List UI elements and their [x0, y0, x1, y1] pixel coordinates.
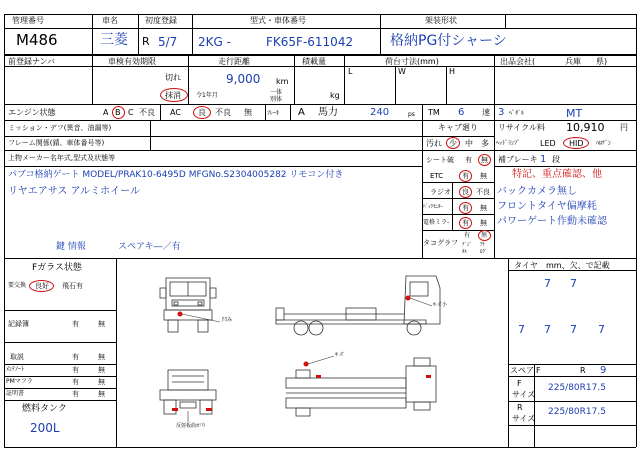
radio-bad: 不良	[476, 188, 490, 196]
kire-label: 切れ	[165, 73, 181, 82]
ac-good: 良	[198, 108, 206, 117]
special-note: パワーゲート作動未確認	[497, 216, 607, 227]
dirt-few: 少	[449, 139, 457, 148]
seat-nil: 無	[481, 156, 488, 164]
glass-label: Fガラス状態	[32, 263, 82, 273]
header-car-name: 車名	[102, 16, 118, 25]
glass-chip: 飛石有	[62, 282, 83, 290]
grid-line	[494, 120, 495, 258]
grid-line	[446, 66, 447, 104]
seat-nil-circle	[478, 154, 491, 166]
grid-line	[508, 364, 636, 365]
grid-line	[4, 54, 636, 56]
grid-line	[4, 364, 116, 365]
hp-label: 馬力	[318, 107, 338, 118]
grid-line	[4, 166, 422, 167]
grid-line	[4, 310, 116, 311]
mileage-value: 9,000	[226, 72, 261, 86]
grid-line	[452, 182, 453, 230]
recycle-label: リサイクル料	[498, 123, 545, 132]
grid-line	[494, 56, 495, 104]
manual-label: 取説	[10, 353, 24, 361]
record-nil: 無	[98, 320, 105, 328]
fuel-value: 200L	[30, 421, 60, 435]
betai-label: 別体	[270, 96, 283, 103]
grid-line	[138, 14, 139, 54]
dirt-many: 多	[481, 139, 489, 148]
ac-good-circle	[193, 106, 211, 119]
aux-brake-value: 1	[540, 154, 547, 165]
grid-line	[344, 56, 345, 104]
grid-line	[4, 120, 636, 121]
radio-good: 良	[462, 188, 469, 196]
maint-nil: 無	[98, 366, 105, 374]
glass-replace: 要交換	[8, 282, 27, 289]
manual-nil: 無	[98, 353, 105, 361]
tacho-log: ﾛｸﾞ	[480, 249, 488, 255]
tacho-has: 有	[464, 232, 471, 239]
rear-tire-size: 225/80R17.5	[548, 407, 606, 417]
cert-label: 証明書	[6, 390, 25, 397]
grid-line	[508, 401, 636, 402]
tire-title: タイヤ	[514, 261, 538, 270]
grid-line	[4, 104, 636, 105]
kg-unit: kg	[330, 91, 340, 100]
engine-a: A	[103, 108, 109, 117]
grid-line	[294, 56, 295, 104]
type-code: 2KG -	[198, 35, 231, 49]
ac-none: 無	[244, 108, 252, 117]
transmission-value: MT	[566, 107, 583, 120]
grid-line	[4, 400, 116, 401]
headlamp-label: ﾍｯﾄﾞﾗﾝﾌﾟ	[496, 140, 521, 147]
grid-line	[508, 425, 636, 426]
engine-b-circle	[112, 106, 125, 119]
grid-line	[192, 14, 193, 54]
grid-line	[508, 270, 636, 271]
chassis-number: FK65F-611042	[266, 35, 354, 49]
etc-has-circle	[459, 170, 472, 182]
grid-line	[265, 104, 266, 120]
pm-label: PMマフラ	[6, 378, 33, 385]
aux-brake-unit: 段	[552, 155, 560, 164]
rear-size-label: サイズ	[512, 414, 536, 423]
record-label: 記録簿	[8, 320, 29, 328]
spare-key-value: スペアキ―／有	[118, 242, 181, 252]
tire-rear-1: 7	[518, 323, 525, 336]
seller-pref: 兵庫	[565, 57, 581, 66]
maint-has: 有	[72, 366, 79, 374]
ittai-label: 一体	[270, 89, 283, 96]
mirror-has-circle	[459, 217, 472, 229]
cert-nil: 無	[98, 390, 105, 398]
glass-good: 良好	[35, 282, 49, 290]
truck-top-view	[286, 358, 436, 416]
grid-line	[290, 104, 291, 120]
frame-label: フレーム関係(錆、車体番号等)	[8, 139, 105, 147]
grid-line	[4, 66, 636, 67]
truck-rear-view	[160, 370, 216, 414]
tire-rear-2: 7	[544, 323, 551, 336]
header-mgmt-no: 管理番号	[12, 16, 44, 25]
tacho-nil: 無	[481, 232, 488, 239]
damage-note-dent: 凹み	[222, 317, 233, 323]
tm-label: TM	[428, 108, 440, 117]
grid-line	[4, 150, 636, 151]
ac-label: AC	[170, 108, 181, 117]
hp-value: 240	[370, 107, 390, 118]
pm-has: 有	[72, 378, 79, 386]
radio-good-circle	[459, 186, 472, 198]
tacho-tal: ﾀﾙ	[462, 249, 468, 255]
grid-line	[92, 56, 93, 104]
mirror-label: 電格ミラ-	[423, 219, 450, 226]
tacho-nil-circle	[478, 230, 491, 241]
grid-line	[508, 258, 509, 447]
grid-line	[422, 198, 494, 199]
tm-value: 6	[458, 107, 465, 118]
damage-note-reflector: 反射板曲がり	[176, 423, 207, 429]
mileage-label: 走行距離	[218, 57, 250, 66]
era: R	[142, 35, 150, 48]
bed-size-label: 荷台寸法(mm)	[385, 57, 439, 66]
grid-line	[4, 14, 5, 447]
pm-nil: 無	[98, 378, 105, 386]
grid-line	[494, 104, 495, 120]
front-size-label: サイズ	[512, 390, 536, 399]
recycle-value: 10,910	[566, 121, 605, 134]
engine-b: B	[115, 108, 121, 117]
grid-line	[494, 166, 636, 167]
engine-label: エンジン状態	[8, 108, 56, 117]
tire-front-left: 7	[544, 277, 551, 290]
spare-r-value: 9	[600, 365, 607, 376]
mission-label: ミッション・デフ(異音、油漏等)	[8, 124, 112, 132]
body-shape: 格納PG付シャーシ	[390, 33, 507, 49]
dirt-label: 汚れ	[426, 139, 442, 148]
truck-side-view	[276, 276, 440, 335]
truck-front-view	[160, 278, 216, 332]
brake-label: ﾌﾚｰｷ	[267, 110, 280, 117]
grid-line	[4, 388, 116, 389]
brake-value: A	[298, 107, 305, 118]
special-title: 特記、重点確認、他	[512, 169, 602, 180]
header-first-reg: 初度登録	[145, 16, 177, 25]
etc-label: ETC	[430, 172, 444, 180]
grid-line	[4, 136, 494, 137]
km-unit: km	[276, 77, 289, 86]
front-tire-size: 225/80R17.5	[548, 383, 606, 393]
grid-line	[534, 364, 535, 447]
grid-line	[395, 66, 396, 104]
tacho-ana: ｱﾅ	[480, 242, 486, 248]
date-label: 令1年月	[196, 92, 218, 99]
engine-c: C	[128, 108, 134, 117]
grid-line	[422, 104, 423, 258]
cert-has: 有	[72, 390, 79, 398]
grid-line	[4, 28, 636, 29]
front-size-f: F	[517, 379, 522, 388]
headlamp-hid: HID	[569, 139, 584, 148]
headlamp-led: LED	[540, 139, 556, 148]
key-info-label: 鍵 情報	[56, 242, 86, 252]
seat-has: 有	[465, 156, 472, 164]
yen-unit: 円	[620, 123, 628, 132]
seat-label: シート破	[426, 156, 454, 164]
mirror-has: 有	[462, 219, 469, 227]
special-note: フロントタイヤ偏摩耗	[497, 201, 597, 212]
equip-label: 上物メーカー名年式,型式及状態等	[8, 154, 116, 162]
maint-label: ﾒﾝﾃﾉｰﾄ	[6, 366, 25, 373]
aux-brake-label: 補ブレーキ	[498, 155, 538, 164]
grid-line	[4, 376, 116, 377]
maker: 三菱	[100, 32, 128, 48]
spare-r-label: R	[580, 366, 586, 375]
dirt-few-circle	[446, 137, 460, 149]
headlamp-hid-circle	[563, 137, 589, 149]
grid-line	[505, 14, 506, 28]
ac-bad: 不良	[215, 108, 231, 117]
spare-label: スペア	[510, 366, 534, 375]
grid-line	[4, 342, 116, 343]
grid-line	[92, 14, 93, 54]
pedal-label: ﾍﾟﾀﾞﾙ	[509, 110, 525, 117]
grid-line	[380, 14, 381, 54]
manual-has: 有	[72, 353, 79, 361]
suspension-description: リヤエアサス アルミホイール	[8, 186, 140, 197]
glass-good-circle	[29, 280, 54, 292]
header-body: 架装形状	[425, 16, 457, 25]
backmon-has: 有	[462, 204, 469, 212]
fuel-label: 燃料タンク	[22, 404, 67, 414]
pedal-value: 3	[498, 107, 505, 118]
damage-note-small-scratch: キズ小	[432, 302, 447, 308]
reg-date: 5/7	[158, 35, 178, 49]
radio-label: ラジオ	[430, 188, 451, 196]
mirror-nil: 無	[480, 219, 487, 227]
grid-line	[422, 214, 494, 215]
special-note: バックカメラ無し	[497, 186, 577, 197]
backmon-nil: 無	[480, 204, 487, 212]
inspection-label: 車検有効期限	[108, 57, 156, 66]
mgmt-number: M486	[16, 31, 58, 49]
tire-unit: mm、欠、で記載	[546, 261, 610, 270]
cab-label: キャブ廻り	[438, 123, 478, 132]
truck-diagram	[116, 258, 508, 447]
backmon-label: ﾊﾞｯｸﾓﾆﾀｰ	[423, 204, 444, 210]
tacho-label: タコグラフ	[423, 239, 458, 247]
tire-front-right: 7	[570, 277, 577, 290]
bed-l: L	[348, 67, 353, 76]
equip-description: パブコ格納ゲート MODEL/PRAK10-6495D MFGNo.S2304005282 リモコン付き	[8, 170, 344, 180]
bed-h: H	[449, 67, 456, 76]
grid-line	[4, 447, 636, 448]
grid-line	[188, 56, 189, 104]
header-model: 型式・車体番号	[250, 16, 306, 25]
speed-label: 速	[482, 108, 490, 117]
grid-line	[4, 14, 636, 15]
rear-size-r: R	[517, 403, 523, 412]
grid-line	[422, 182, 494, 183]
tire-rear-4: 7	[598, 323, 605, 336]
grid-line	[636, 14, 637, 447]
etc-has: 有	[462, 172, 469, 180]
seller-pref-close: 県)	[596, 57, 608, 66]
backmon-has-circle	[459, 202, 472, 214]
headlamp-halogen: ﾊﾛｹﾞﾝ	[596, 140, 612, 147]
grid-line	[160, 104, 161, 120]
grid-line	[150, 120, 151, 150]
tire-rear-3: 7	[570, 323, 577, 336]
spare-f-label: F	[536, 366, 541, 375]
engine-bad: 不良	[139, 108, 155, 117]
grid-line	[508, 376, 636, 377]
etc-nil: 無	[480, 172, 487, 180]
record-has: 有	[72, 320, 79, 328]
massho-circle	[160, 88, 188, 102]
dirt-mid: 中	[465, 139, 473, 148]
damage-note-scratch: キズ	[334, 352, 344, 358]
capacity-label: 積載量	[302, 57, 326, 66]
prev-plate-label: 前登録ナンバ	[8, 57, 56, 66]
seller-label: 出品会社(	[500, 57, 536, 66]
bed-w: W	[398, 67, 406, 76]
ps-unit: ps	[408, 111, 415, 118]
tacho-digital: ﾃﾞｼﾞ	[462, 242, 473, 248]
massho-label: 抹消	[165, 91, 181, 100]
